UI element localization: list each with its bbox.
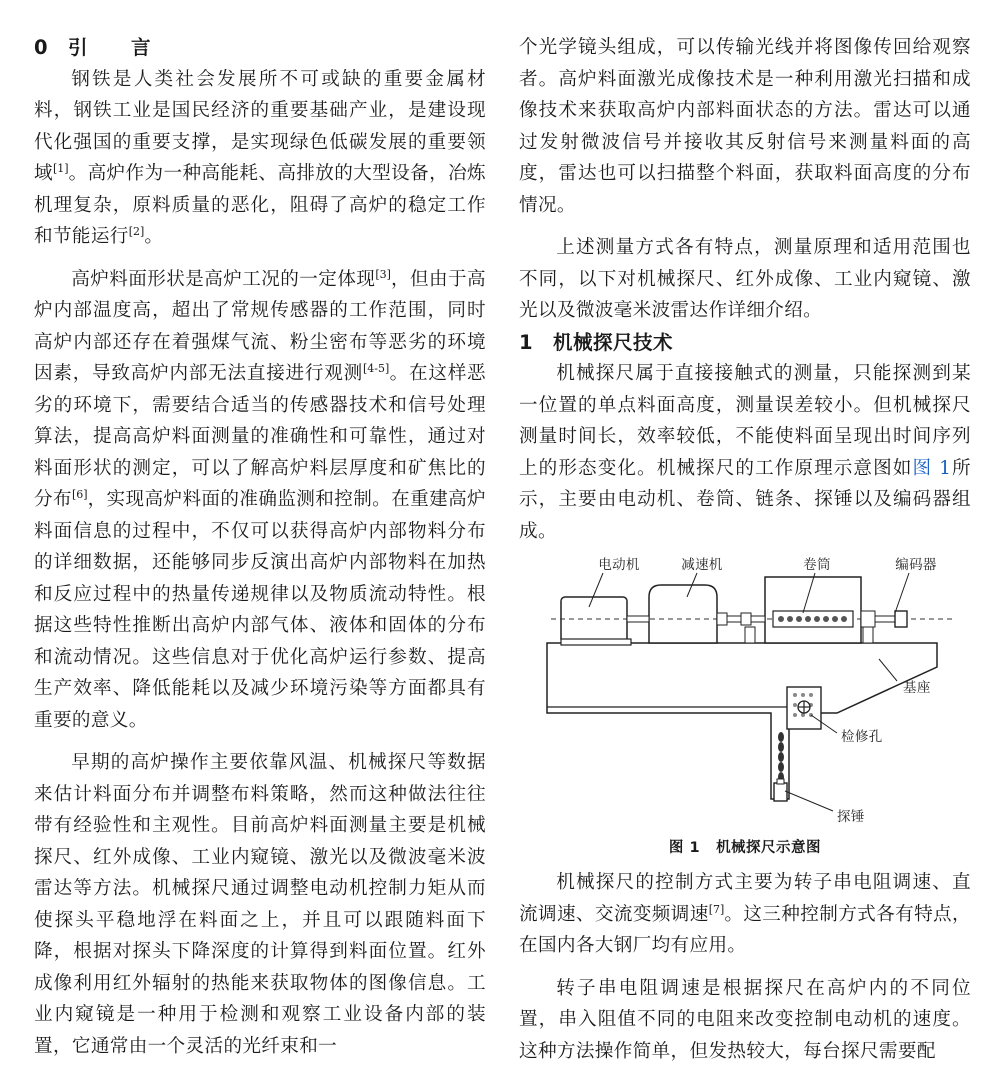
chain (778, 732, 784, 782)
text-run: 转子串电阻调速是根据探尺在高炉内的不同位置，串入阻值不同的电阻来改变控制电动机的速度。这种方法操作简单，但发热较大，每台探尺需要配 (519, 977, 971, 1062)
citation-ref[interactable]: [1] (52, 162, 69, 175)
label-encoder: 编码器 (895, 557, 937, 573)
text-run: 早期的高炉操作主要依靠风温、机械探尺等数据来估计料面分布并调整布料策略，然而这种做法往往带有经验性和主观性。目前高炉料面测量主要是机械探尺、红外成像、工业内窥镜、激光以及微波毫米波雷达等方法。机械探尺通过调整电动机控制力矩从而使探头平稳地浮在料面之上，并且可以跟随料面下降，根据对探头下降深度的计算得到料面位置。红外成像利用红外辐射的热能来获取物体的图像信息。工业内窥镜是一种用于检测和观察工业设备内部的装置，它通常由一个灵活的光纤束和一 (34, 752, 486, 1057)
caption-text: 机械探尺示意图 (716, 840, 822, 856)
paragraph (34, 64, 486, 253)
mechanical-probe-diagram (519, 555, 971, 835)
text-run: 高炉料面形状是高炉工况的一定体现 (71, 268, 376, 290)
text-run: ，但由于高炉内部温度高，超出了常规传感器的工作范围，同时高炉内部还存在着强煤气流、粉尘密布等恶劣的环境因素，导致高炉内部无法直接进行观测 (34, 268, 486, 384)
text-run: 。这三种控制方式各有特点，在国内各大钢厂均有应用。 (519, 903, 971, 956)
section-1-heading (519, 327, 971, 359)
base-plate (547, 643, 937, 799)
probe-hammer (774, 783, 787, 801)
paragraph (519, 232, 971, 327)
encoder (895, 611, 907, 627)
text-run: 。高炉作为一种高能耗、高排放的大型设备，冶炼机理复杂，原料质量的恶化，阻碍了高炉的稳定工作和节能运行 (34, 163, 486, 247)
text-run: 机械探尺属于直接接触式的测量，只能探测到某一位置的单点料面高度，测量误差较小。但机械探尺测量时间长，效率较低，不能使料面呈现出时间序列上的形态变化。机械探尺的工作原理示意图如 (519, 363, 971, 479)
text-run: 上述测量方式各有特点，测量原理和适用范围也不同，以下对机械探尺、红外成像、工业内窥镜、激光以及微波毫米波雷达作详细介绍。 (519, 237, 971, 321)
text-run: 钢铁是人类社会发展所不可或缺的重要金属材料，钢铁工业是国民经济的重要基础产业，是建设现代化强国的重要支撑，是实现绿色低碳发展的重要领域 (34, 68, 486, 184)
section-number: 1 (519, 330, 534, 354)
paragraph (519, 32, 971, 221)
right-column (519, 32, 971, 1067)
label-drum: 卷筒 (803, 557, 831, 573)
citation-ref[interactable]: [6] (71, 488, 88, 501)
paragraph (34, 747, 486, 1062)
section-number: 0 (34, 36, 49, 59)
label-hammer: 探锤 (837, 809, 865, 825)
text-run: 。在这样恶劣的环境下，需要结合适当的传感器技术和信号处理算法，提高高炉料面测量的准确性和可靠性，通过对料面形状的测定，可以了解高炉料层厚度和矿焦比的分布 (34, 363, 486, 510)
citation-ref[interactable]: [7] (708, 902, 725, 916)
figure-1 (519, 555, 971, 835)
label-motor: 电动机 (598, 557, 640, 573)
label-reducer: 减速机 (681, 557, 723, 573)
section-title: 引 言 (68, 36, 163, 59)
text-run: 所示，主要由电动机、卷筒、链条、探锤以及编码器组成。 (519, 457, 971, 542)
citation-ref[interactable]: [4-5] (362, 362, 390, 375)
citation-ref[interactable]: [2] (128, 225, 145, 238)
intro-heading (34, 32, 486, 64)
citation-ref[interactable]: [3] (375, 267, 391, 281)
paragraph (519, 973, 971, 1068)
label-base: 基座 (903, 680, 931, 696)
label-hatch: 检修孔 (841, 729, 883, 745)
text-run: ，实现高炉料面的准确监测和控制。在重建高炉料面信息的过程中，不仅可以获得高炉内部物料分布的详细数据，还能够同步反演出高炉内部物料在加热和反应过程中的热量传递规律以及物质流动特性。根据这些特性推断出高炉内部气体、液体和固体的分布和流动情况。这些信息对于优化高炉运行参数、提高生产效率、降低能耗以及减少环境污染等方面都具有重要的意义。 (34, 489, 486, 731)
figure-caption (519, 835, 971, 861)
caption-number: 图 1 (668, 840, 701, 856)
text-run: 机械探尺的控制方式主要为转子串电阻调速、直流调速、交流变频调速 (519, 872, 971, 925)
drum-housing (765, 577, 861, 643)
paragraph (34, 264, 486, 737)
paragraph (519, 867, 971, 962)
text-run: 个光学镜头组成，可以传输光线并将图像传回给观察者。高炉料面激光成像技术是一种利用激光扫描和成像技术来获取高炉内部料面状态的方法。雷达可以通过发射微波信号并接收其反射信号来测量料面的高度，雷达也可以扫描整个料面，获取料面高度的分布情况。 (519, 37, 971, 216)
figure-link[interactable]: 图 1 (912, 457, 952, 479)
text-run: 。 (144, 226, 164, 247)
paragraph (519, 358, 971, 547)
section-title: 机械探尺技术 (553, 330, 674, 354)
motor (561, 597, 627, 643)
left-column (34, 32, 486, 1062)
reducer (649, 585, 717, 643)
